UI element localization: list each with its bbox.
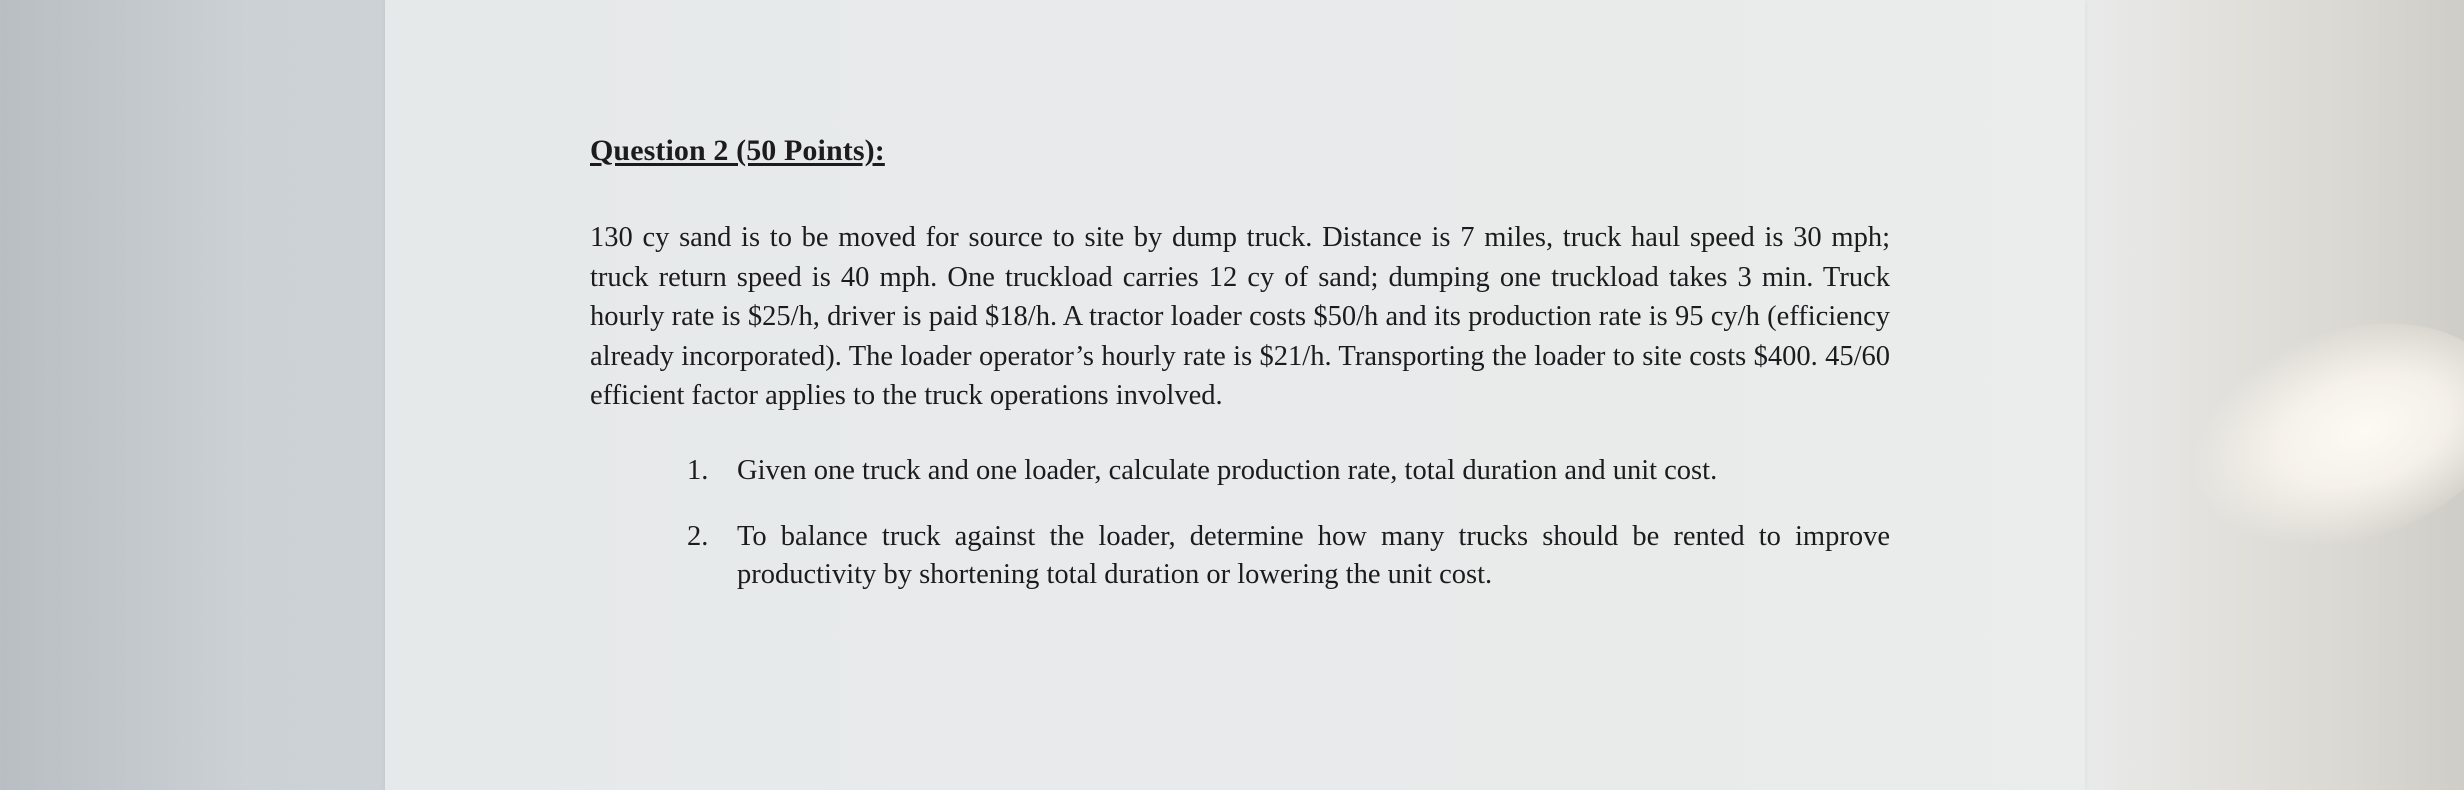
document-content [590, 134, 1890, 593]
question-item-2 [590, 518, 1890, 593]
question-title: Question 2 (50 Points): [590, 134, 885, 167]
question-text: To balance truck against the loader, determine how many trucks should be rented to improve productivity by shortening total duration or lowering the unit cost. [737, 521, 1890, 590]
question-number: 1. [687, 454, 709, 486]
question-list [590, 452, 1890, 594]
question-number: 2. [687, 521, 709, 552]
question-text: Given one truck and one loader, calculate production rate, total duration and unit cost. [737, 454, 1718, 486]
problem-statement: 130 cy sand is to be moved for source to site by dump truck. Distance is 7 miles, truck haul speed is 30 mph; truck return speed is 40 mph. One truckload carries 12 cy of sand; dumping one truckload takes 3 min. Truck hourly rate is $25/h, driver is paid $18/h. A tractor loader costs $50/h and its production rate is 95 cy/h (efficiency already incorporated). The loader operator’s hourly rate is $21/h. Transporting the loader to site costs $400. 45/60 efficient factor applies to the truck operations involved. [590, 222, 1890, 411]
question-item-1 [590, 452, 1890, 490]
